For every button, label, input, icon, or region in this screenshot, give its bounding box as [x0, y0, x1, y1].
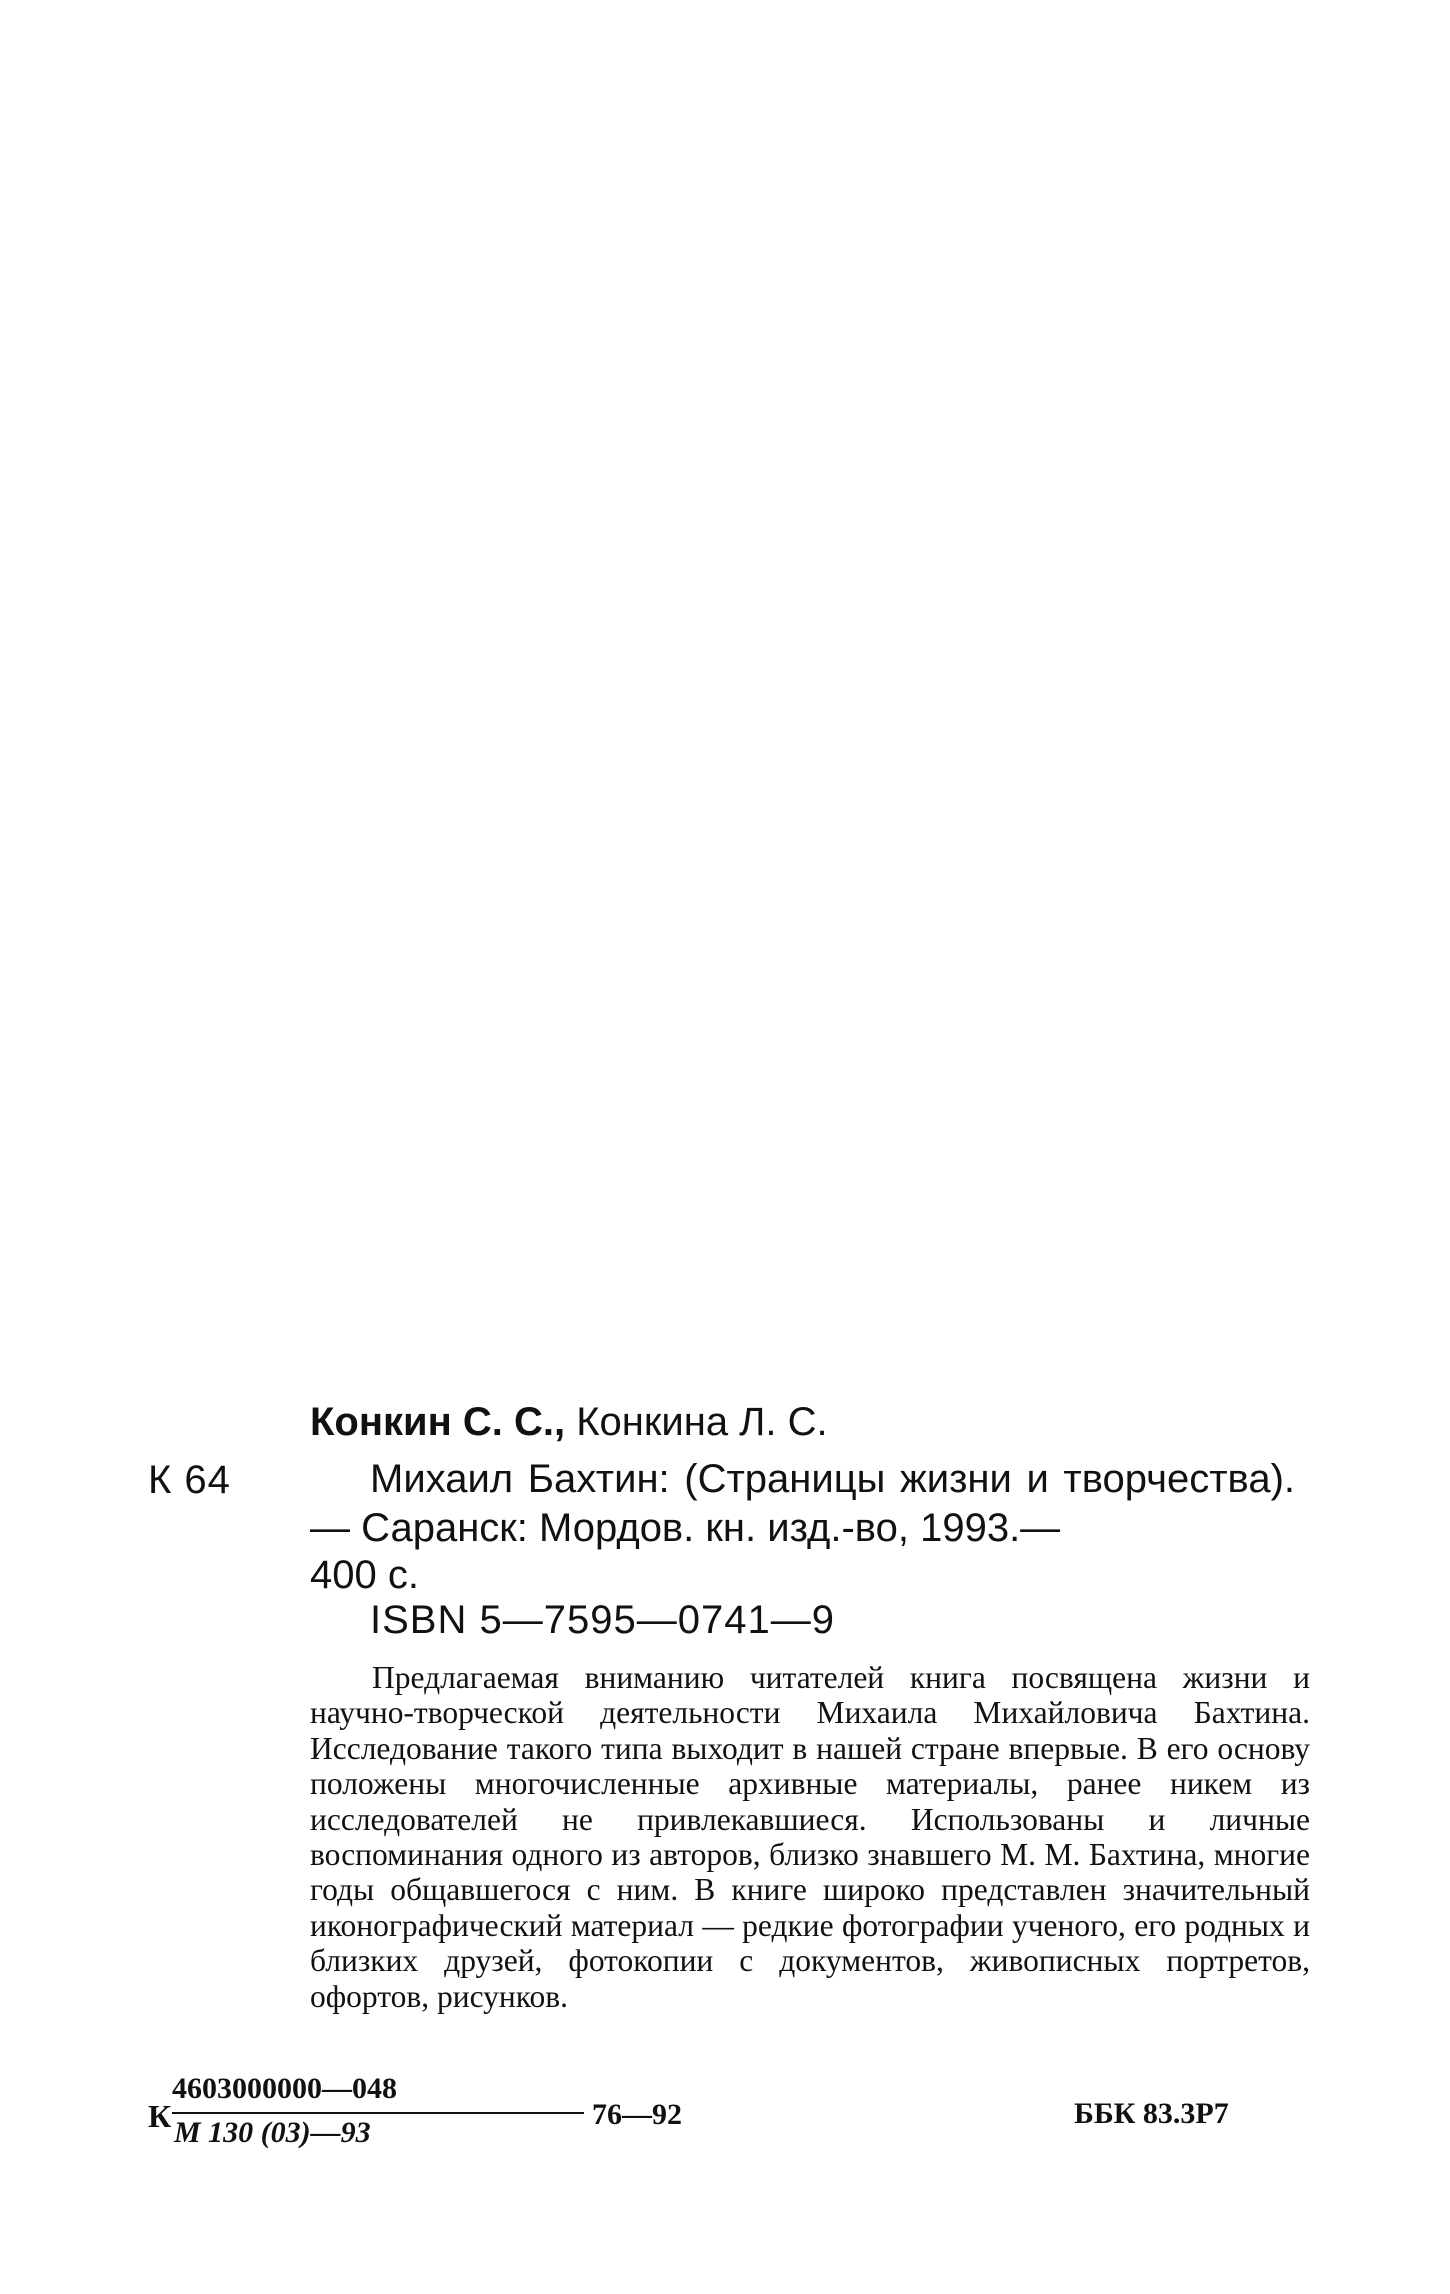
- imprint-code-letter: К: [148, 2098, 172, 2134]
- imprint-code-denominator: М 130 (03)—93: [174, 2116, 371, 2149]
- imprint-code-suffix: 76—92: [592, 2098, 682, 2131]
- page-count: 400 с.: [310, 1553, 419, 1597]
- authors-line: [310, 1400, 828, 1445]
- bbk-code: ББК 83.3Р7: [1074, 2097, 1229, 2130]
- secondary-author: Конкина Л. С.: [576, 1400, 828, 1444]
- isbn: ISBN 5—7595—0741—9: [370, 1598, 835, 1642]
- fraction-rule: [172, 2112, 584, 2114]
- imprint-code-numerator: 4603000000—048: [172, 2072, 397, 2105]
- annotation-paragraph: Предлагаемая вниманию читателей книга посвящена жизни и научно-творческой деятельности Михаила Михайловича Бахтина. Исследование такого типа выходит в нашей стране впервые. В его основу положены многочисленные архивные материалы, ранее никем из исследователей не привлекавшиеся. Использованы и личные воспоминания одного из авторов, близко знавшего М. М. Бахтина, многие годы общавшегося с ним. В книге широко представлен значительный иконографический материал — редкие фотографии ученого, его родных и близких друзей, фотокопии с документов, живописных портретов, офортов, рисунков.: [310, 1660, 1310, 2014]
- classmark: К 64: [148, 1458, 231, 1502]
- primary-author: Конкин С. С.,: [310, 1400, 566, 1444]
- bibliographic-entry: Михаил Бахтин: (Страницы жизни и творчества).— Саранск: Мордов. кн. изд.-во, 1993.—: [310, 1457, 1295, 1550]
